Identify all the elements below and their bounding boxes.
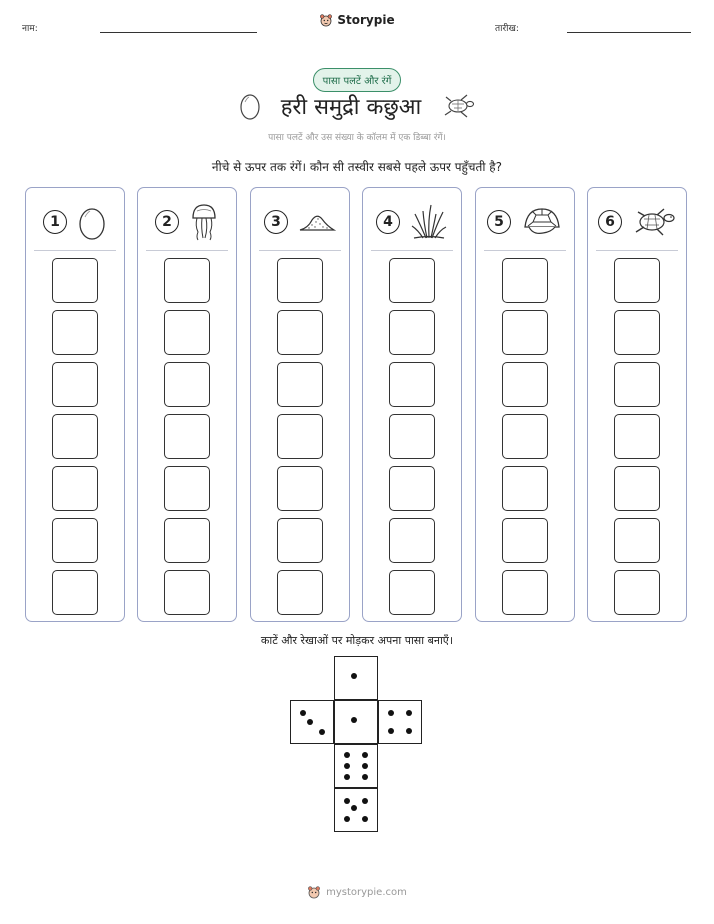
color-box[interactable] [52, 258, 98, 303]
seagrass-icon [410, 202, 448, 242]
column-3 [250, 187, 350, 622]
pip [362, 798, 368, 804]
color-box[interactable] [502, 518, 548, 563]
color-box[interactable] [52, 570, 98, 615]
name-line[interactable] [100, 32, 257, 33]
color-box[interactable] [389, 570, 435, 615]
color-box[interactable] [164, 466, 210, 511]
color-box[interactable] [277, 570, 323, 615]
color-box[interactable] [389, 414, 435, 459]
dice-face-4 [378, 700, 422, 744]
date-line[interactable] [567, 32, 691, 33]
brand-logo [0, 13, 714, 27]
pip [406, 728, 412, 734]
color-box[interactable] [277, 258, 323, 303]
pip [351, 717, 357, 723]
color-box[interactable] [502, 414, 548, 459]
column-divider [371, 250, 453, 251]
egg-icon [239, 92, 261, 120]
pip [388, 728, 394, 734]
pip [344, 816, 350, 822]
dice-face-5 [334, 788, 378, 832]
title-row [0, 91, 714, 121]
color-box[interactable] [164, 570, 210, 615]
column-6 [587, 187, 687, 622]
cut-instruction: काटें और रेखाओं पर मोड़कर अपना पासा बनाएँ। [260, 634, 454, 647]
number-badge: 2 [155, 210, 179, 234]
pip [362, 816, 368, 822]
color-box[interactable] [164, 414, 210, 459]
number-badge: 6 [598, 210, 622, 234]
color-box[interactable] [277, 414, 323, 459]
dice-face-1 [334, 656, 378, 700]
pip [319, 729, 325, 735]
color-box[interactable] [389, 310, 435, 355]
pip [362, 763, 368, 769]
brand-name: Storypie [337, 13, 395, 27]
pip [362, 774, 368, 780]
turtle-shell-icon [521, 205, 563, 239]
column-divider [484, 250, 566, 251]
pip [388, 710, 394, 716]
sea-turtle-icon [632, 206, 676, 238]
mascot-icon [319, 13, 333, 27]
pip [344, 752, 350, 758]
color-box[interactable] [277, 466, 323, 511]
column-4 [362, 187, 462, 622]
color-box[interactable] [277, 518, 323, 563]
color-box[interactable] [614, 310, 660, 355]
activity-tag: पासा पलटें और रंगें [0, 68, 714, 92]
page-title: हरी समुद्री कछुआ [280, 95, 422, 120]
jellyfish-icon [189, 202, 219, 242]
pip [406, 710, 412, 716]
footer-url[interactable]: mystorypie.com [326, 886, 407, 898]
name-label: नाम: [22, 24, 38, 34]
color-box[interactable] [164, 258, 210, 303]
color-box[interactable] [52, 466, 98, 511]
color-box[interactable] [164, 518, 210, 563]
pip [344, 798, 350, 804]
color-box[interactable] [389, 258, 435, 303]
column-divider [146, 250, 228, 251]
color-box[interactable] [614, 466, 660, 511]
color-box[interactable] [502, 362, 548, 407]
number-badge: 4 [376, 210, 400, 234]
column-1 [25, 187, 125, 622]
mascot-icon [307, 885, 321, 899]
color-box[interactable] [52, 362, 98, 407]
dice-face-6 [334, 744, 378, 788]
date-label: तारीख: [495, 24, 519, 34]
color-box[interactable] [277, 362, 323, 407]
color-box[interactable] [389, 362, 435, 407]
column-divider [259, 250, 341, 251]
pip [351, 805, 357, 811]
pip [300, 710, 306, 716]
color-box[interactable] [52, 310, 98, 355]
number-badge: 3 [264, 210, 288, 234]
column-2 [137, 187, 237, 622]
color-box[interactable] [614, 414, 660, 459]
color-box[interactable] [502, 310, 548, 355]
dice-face-1b [334, 700, 378, 744]
color-box[interactable] [52, 518, 98, 563]
pip [344, 763, 350, 769]
color-box[interactable] [389, 518, 435, 563]
color-box[interactable] [614, 362, 660, 407]
pip [351, 673, 357, 679]
sea-turtle-icon [441, 93, 475, 119]
footer [0, 885, 714, 899]
color-box[interactable] [614, 570, 660, 615]
color-box[interactable] [52, 414, 98, 459]
dice-face-2 [290, 700, 334, 744]
color-box[interactable] [614, 258, 660, 303]
egg-icon [77, 203, 107, 241]
color-box[interactable] [164, 310, 210, 355]
color-box[interactable] [389, 466, 435, 511]
color-box[interactable] [502, 570, 548, 615]
color-box[interactable] [502, 466, 548, 511]
instruction: नीचे से ऊपर तक रंगें। कौन सी तस्वीर सबसे पहले ऊपर पहुँचती है? [211, 160, 503, 174]
pip [344, 774, 350, 780]
color-box[interactable] [277, 310, 323, 355]
color-box[interactable] [502, 258, 548, 303]
pip [362, 752, 368, 758]
color-box[interactable] [614, 518, 660, 563]
color-box[interactable] [164, 362, 210, 407]
subtitle: पासा पलटें और उस संख्या के कॉलम में एक डिब्बा रंगें। [268, 133, 446, 143]
number-badge: 1 [43, 210, 67, 234]
sand-pile-icon [298, 210, 336, 234]
column-5 [475, 187, 575, 622]
number-badge: 5 [487, 210, 511, 234]
column-divider [34, 250, 116, 251]
column-divider [596, 250, 678, 251]
pip [307, 719, 313, 725]
